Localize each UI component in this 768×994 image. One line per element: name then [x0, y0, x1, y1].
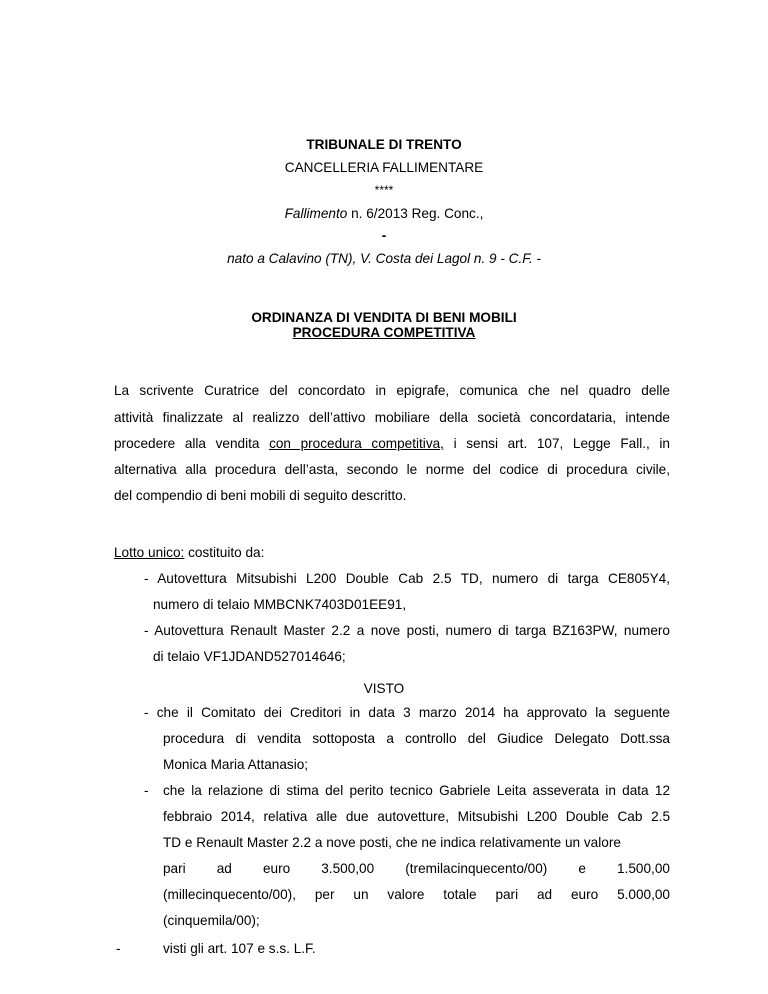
intro-line-3 [114, 436, 670, 452]
word: un [353, 887, 369, 902]
visto-p2-line-4 [163, 861, 670, 877]
intro-line-3-start: procedere alla vendita [114, 436, 270, 451]
visto-p2-line-1: che la relazione di stima del perito tecnico Gabriele Leita asseverata in data 12 [163, 783, 670, 798]
word: e [578, 861, 586, 876]
case-word: Fallimento [284, 206, 348, 221]
lot-item-1-line-1: - Autovettura Mitsubishi L200 Double Cab 2.5 TD, numero di targa CE805Y4, [144, 571, 670, 586]
visto-p2-line-2: febbraio 2014, relativa alle due autovetture, Mitsubishi L200 Double Cab 2.5 [163, 809, 670, 824]
order-title: ORDINANZA DI VENDITA DI BENI MOBILI [251, 310, 517, 325]
intro-line-2: attività finalizzate al realizzo dell’attivo mobiliare della società concordataria, intende [114, 410, 670, 425]
case-reference [0, 206, 768, 222]
lot-item-2-line-2: di telaio VF1JDAND527014646; [153, 649, 346, 664]
visto-p2-line-3: TD e Renault Master 2.2 a nove posti, che ne indica relativamente un valore [163, 835, 621, 850]
word: 1.500,00 [617, 861, 670, 876]
word: (tremilacinquecento/00) [405, 861, 548, 876]
lot-label: Lotto unico: [114, 545, 185, 560]
word: per [314, 887, 335, 902]
word: ad [216, 861, 232, 876]
word: ad [536, 887, 553, 902]
competitive-procedure-underlined: con procedura competitiva, [269, 436, 444, 451]
word: valore [387, 887, 425, 902]
visto-p3-dash: - [116, 941, 121, 956]
separator-stars: **** [374, 183, 394, 197]
court-name: TRIBUNALE DI TRENTO [306, 137, 462, 152]
visto-p1-line-2: procedura di vendita sottoposta a controllo del Giudice Delegato Dott.ssa [163, 731, 670, 746]
word: 3.500,00 [321, 861, 375, 876]
visto-p3-line-1: visti gli art. 107 e s.s. L.F. [163, 941, 316, 956]
word: euro [570, 887, 599, 902]
lot-label-rest: costituito da: [184, 545, 265, 560]
birth-info: nato a Calavino (TN), V. Costa dei Lagol n. 9 - C.F. - [227, 251, 541, 266]
word: euro [262, 861, 291, 876]
intro-line-3-end: i sensi art. 107, Legge Fall., in [443, 436, 670, 451]
header-dash: - [381, 228, 387, 243]
intro-line-1: La scrivente Curatrice del concordato in epigrafe, comunica che nel quadro delle [114, 383, 670, 398]
order-subtitle: PROCEDURA COMPETITIVA [292, 325, 476, 340]
word: 5.000,00 [617, 887, 670, 902]
visto-p1-line-1: - che il Comitato dei Creditori in data 3 marzo 2014 ha approvato la seguente [144, 705, 670, 720]
word: pari [163, 861, 186, 876]
intro-line-5: del compendio di beni mobili di seguito descritto. [114, 488, 407, 503]
visto-p2-dash: - [144, 783, 149, 798]
word: (millecinquecento/00), [163, 887, 296, 902]
intro-line-4: alternativa alla procedura dell’asta, secondo le norme del codice di procedura civile, [114, 462, 670, 477]
visto-p1-line-3: Monica Maria Attanasio; [163, 757, 309, 772]
office-name: CANCELLERIA FALLIMENTARE [284, 160, 484, 175]
visto-p2-line-5 [163, 887, 670, 903]
lot-item-1-line-2: numero di telaio MMBCNK7403D01EE91, [153, 597, 407, 612]
lot-heading [114, 545, 264, 561]
word: pari [495, 887, 519, 902]
word: totale [443, 887, 477, 902]
case-number: n. 6/2013 Reg. Conc., [347, 206, 484, 221]
visto-p2-line-6: (cinquemila/00); [163, 913, 260, 928]
visto-heading: VISTO [363, 681, 405, 696]
lot-item-2-line-1: - Autovettura Renault Master 2.2 a nove posti, numero di targa BZ163PW, numero [144, 623, 670, 638]
